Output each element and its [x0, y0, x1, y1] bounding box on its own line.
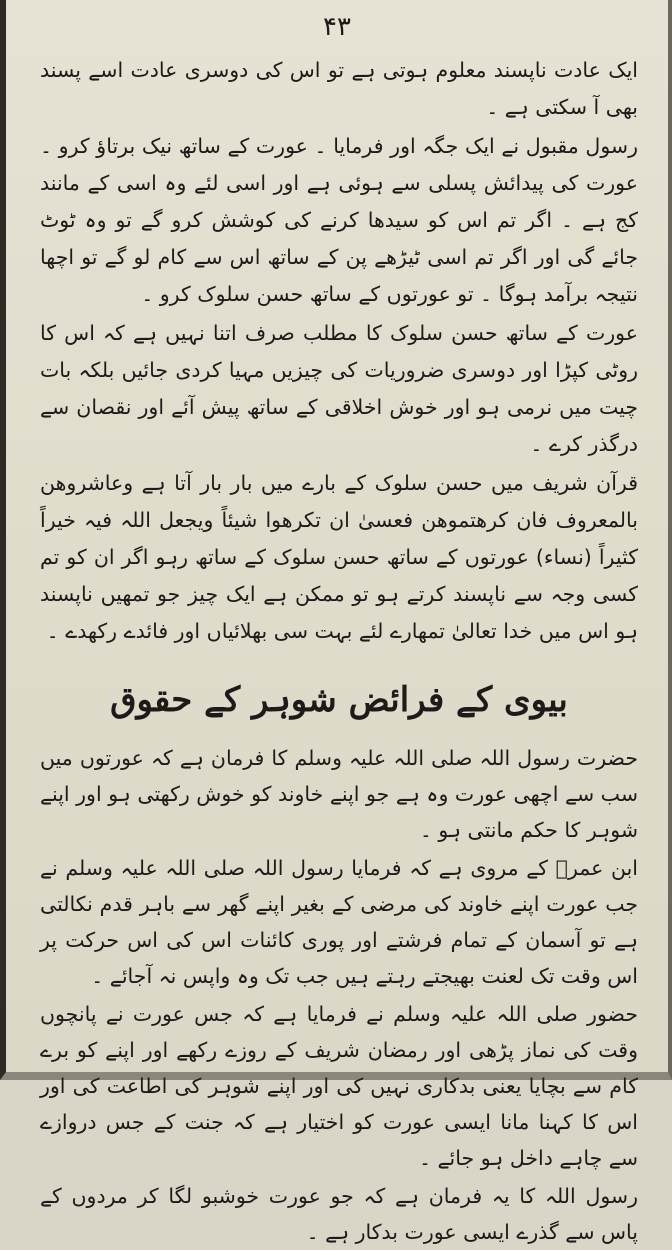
paragraph: حضور صلی اللہ علیہ وسلم نے فرمایا ہے کہ جس عورت نے پانچوں وقت کی نماز پڑھی اور رمضان شریف کے روزے رکھے اور اپنے کو برے کام سے بچایا یعنی بدکاری نہیں کی اور اپنے شوہر کی اطاعت کی اور اس کا کہنا مانا ایسی عورت کو اختیار ہے کہ جنت کے جس دروازے سے چاہے داخل ہو جائے ۔: [40, 1002, 638, 1170]
paragraph: قرآن شریف میں حسن سلوک کے بارے میں بار بار آتا ہے وعاشروھن بالمعروف فان کرھتموھن فعسیٰ ان تکرھوا شیئاً ویجعل اللہ فیہ خیراً کثیراً (نساء) عورتوں کے ساتھ حسن سلوک کے ساتھ رہو اگر ان کو تم کسی وجہ سے ناپسند کرتے ہو تو ممکن ہے ایک چیز جو تمھیں ناپسند ہو اس میں خدا تعالیٰ تمھارے لئے بہت سی بھلائیاں اور فائدے رکھدے ۔: [40, 471, 638, 643]
paragraph: ابن عمرؓ کے مروی ہے کہ فرمایا رسول اللہ صلی اللہ علیہ وسلم نے جب عورت اپنے خاوند کی مرضی کے بغیر اپنے گھر سے باہر قدم نکالتی ہے تو آسمان کے تمام فرشتے اور پوری کائنات اس کی اس حرکت پر اس وقت تک لعنت بھیجتے رہتے ہیں جب تک وہ واپس نہ آجائے ۔: [40, 856, 638, 988]
paragraph: عورت کے ساتھ حسن سلوک کا مطلب صرف اتنا نہیں ہے کہ اس کا روٹی کپڑا اور دوسری ضروریات کی چیزیں مہیا کردی جائیں بلکہ بات چیت میں نرمی ہو اور خوش اخلاقی کے ساتھ پیش آئے اور نقصان سے درگذر کرے ۔: [40, 321, 638, 456]
bottom-section: [40, 740, 638, 1250]
paragraph: رسول اللہ کا یہ فرمان ہے کہ جو عورت خوشبو لگا کر مردوں کے پاس سے گذرے ایسی عورت بدکار ہے ۔: [40, 1184, 638, 1244]
paragraph: رسول مقبول نے ایک جگہ اور فرمایا ۔ عورت کے ساتھ نیک برتاؤ کرو ۔ عورت کی پیدائش پسلی سے ہوئی ہے اور اسی لئے وہ اسی کے مانند کج ہے ۔ اگر تم اس کو سیدھا کرنے کی کوشش کرو گے تو وہ ٹوٹ جائے گی اور اگر تم اسی ٹیڑھے پن کے ساتھ اس سے کام لو گے تو اچھا نتیجہ برآمد ہوگا ۔ تو عورتوں کے ساتھ حسن سلوک کرو ۔: [40, 134, 638, 306]
paragraph: حضرت رسول اللہ صلی اللہ علیہ وسلم کا فرمان ہے کہ عورتوں میں سب سے اچھی عورت وہ ہے جو اپنے خاوند کو خوش رکھتی ہو اور اپنے شوہر کا حکم مانتی ہو ۔: [40, 746, 638, 842]
paragraph: ایک عادت ناپسند معلوم ہوتی ہے تو اس کی دوسری عادت اسے پسند بھی آ سکتی ہے ۔: [40, 58, 638, 119]
section-heading: بیوی کے فرائض شوہر کے حقوق: [110, 680, 568, 720]
page-number: ۴۳: [323, 12, 351, 42]
top-section: [40, 52, 638, 650]
